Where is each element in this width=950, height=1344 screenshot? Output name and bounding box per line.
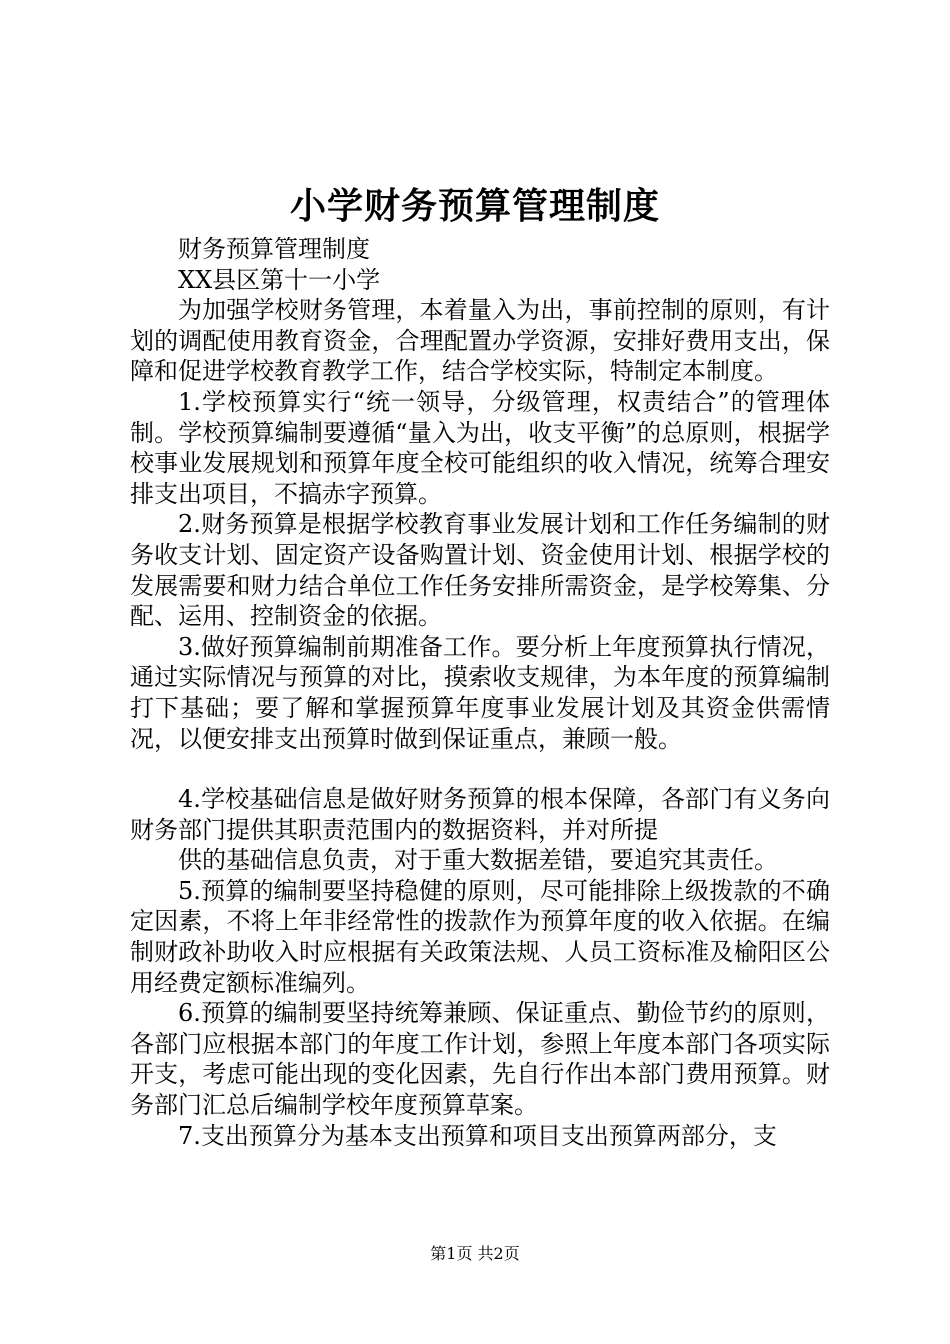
school-name-paragraph: XX县区第十一小学 xyxy=(178,265,381,294)
clause-4-continuation-paragraph: 供的基础信息负责，对于重大数据差错，要追究其责任。 xyxy=(178,846,778,875)
subtitle-paragraph: 财务预算管理制度 xyxy=(178,235,370,263)
document-title: 小学财务预算管理制度 xyxy=(289,185,660,227)
intro-paragraph: 为加强学校财务管理，本着量入为出，事前控制的原则，有计划的调配使用教育资金，合理配置办学资源，安排好费用支出，保障和促进学校教育教学工作，结合学校实际，特制定本制度。 xyxy=(130,296,830,386)
clause-7-paragraph: 7.支出预算分为基本支出预算和项目支出预算两部分，支 xyxy=(178,1121,777,1150)
clause-3-paragraph: 3.做好预算编制前期准备工作。要分析上年度预算执行情况，通过实际情况与预算的对比，摸索收支规律，为本年度的预算编制打下基础；要了解和掌握预算年度事业发展计划及其资金供需情况，以便安排支出预算时做到保证重点，兼顾一般。 xyxy=(130,632,830,753)
clause-2-paragraph: 2.财务预算是根据学校教育事业发展计划和工作任务编制的财务收支计划、固定资产设备购置计划、资金使用计划、根据学校的发展需要和财力结合单位工作任务安排所需资金，是学校筹集、分配、运用、控制资金的依据。 xyxy=(130,510,830,631)
clause-4-paragraph: 4.学校基础信息是做好财务预算的根本保障，各部门有义务向财务部门提供其职责范围内的数据资料，并对所提 xyxy=(130,785,830,844)
clause-6-paragraph: 6.预算的编制要坚持统筹兼顾、保证重点、勤俭节约的原则，各部门应根据本部门的年度工作计划，参照上年度本部门各项实际开支，考虑可能出现的变化因素，先自行作出本部门费用预算。财务部门汇总后编制学校年度预算草案。 xyxy=(130,999,830,1120)
clause-1-paragraph: 1.学校预算实行“统一领导，分级管理，权责结合”的管理体制。学校预算编制要遵循“量入为出，收支平衡”的总原则，根据学校事业发展规划和预算年度全校可能组织的收入情况，统筹合理安排支出项目，不搞赤字预算。 xyxy=(130,387,830,508)
clause-5-paragraph: 5.预算的编制要坚持稳健的原则，尽可能排除上级拨款的不确定因素，不将上年非经常性的拨款作为预算年度的收入依据。在编制财政补助收入时应根据有关政策法规、人员工资标准及榆阳区公用经费定额标准编列。 xyxy=(130,876,830,997)
page-footer: 第1页 共2页 xyxy=(430,1244,520,1263)
document-body xyxy=(130,234,830,1151)
